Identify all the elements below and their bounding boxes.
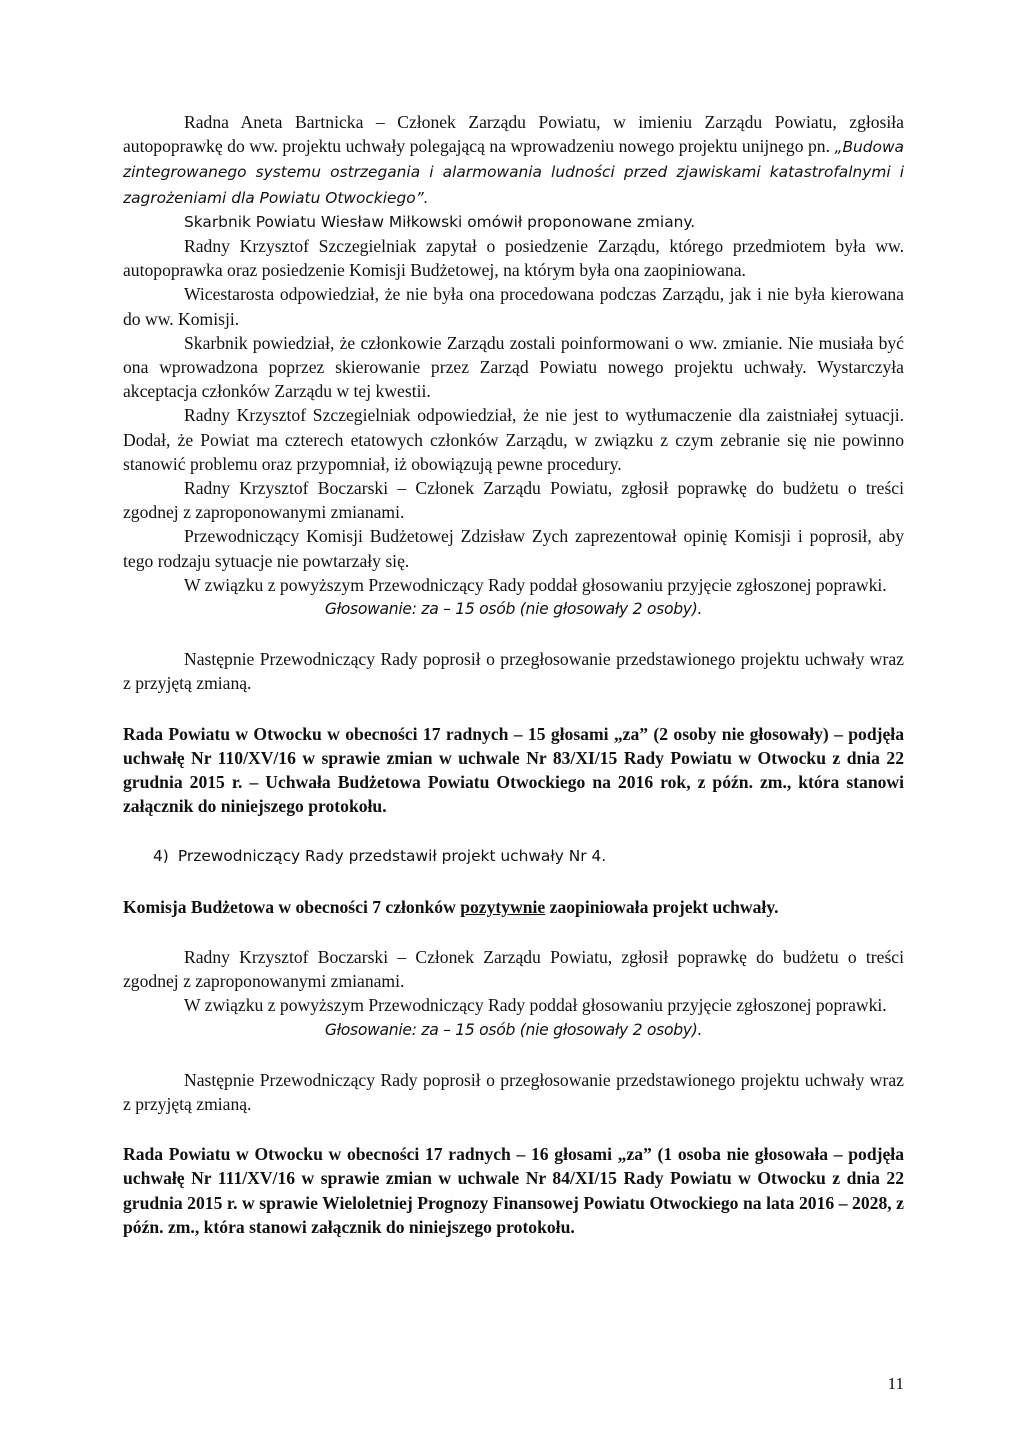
commission-underlined: pozytywnie (460, 896, 546, 917)
spacer (123, 696, 904, 722)
paragraph-question: Radny Krzysztof Szczegielniak zapytał o posiedzenie Zarządu, którego przedmiotem była ww. autopoprawka oraz posiedzenie Komisji Budżetowej, na którym była ona zaopiniowana. (123, 236, 904, 281)
paragraph-boczarski-2: Radny Krzysztof Boczarski – Członek Zarządu Powiatu, zgłosił poprawkę do budżetu o treści zgodnej z zaproponowanymi zmianami. (123, 946, 904, 992)
spacer (123, 919, 904, 945)
paragraph-wicestarosta: Wicestarosta odpowiedział, że nie była ona procedowana podczas Zarządu, jak i nie była kierowana do ww. Komisji. (123, 284, 904, 329)
paragraph-zych: Przewodniczący Komisji Budżetowej Zdzisław Zych zaprezentował opinię Komisji i poprosił, aby tego rodzaju sytuacje nie powtarzały się. (123, 526, 904, 571)
spacer (123, 818, 904, 844)
paragraph-vote-request-2: W związku z powyższym Przewodniczący Rady poddał głosowaniu przyjęcie zgłoszonej poprawki. (184, 995, 887, 1016)
paragraph-resolution-request-2: Następnie Przewodniczący Rady poprosił o przegłosowanie przedstawionego projektu uchwały wraz z przyjętą zmianą. (123, 1069, 904, 1114)
commission-text-b: zaopiniowała projekt uchwały. (545, 896, 779, 917)
paragraph-skarbnik-reply: Skarbnik powiedział, że członkowie Zarządu zostali poinformowani o ww. zmianie. Nie musiała być ona wprowadzona poprzez skierowanie przez Zarząd Powiatu nowego projektu uchwały. Wystarczyła akceptacja członków Zarządu w tej kwestii. (123, 332, 904, 402)
commission-opinion (123, 895, 904, 919)
list-item-4 (123, 844, 904, 868)
spacer (123, 1116, 904, 1142)
paragraph-text: Radna Aneta Bartnicka – Członek Zarządu Powiatu, w imieniu Zarządu Powiatu, zgłosiła autopoprawkę do ww. projektu uchwały polegającą na wprowadzeniu nowego projektu unijnego pn. (123, 112, 904, 157)
list-number: 4) (153, 847, 169, 866)
paragraph-autopoprawka (123, 110, 904, 210)
document-page (123, 110, 904, 1239)
vote-result-2: Głosowanie: za – 15 osób (nie głosowały 2 osoby). (324, 1020, 703, 1039)
commission-text-a: Komisja Budżetowa w obecności 7 członków (123, 896, 461, 917)
project-title: „Budowa zintegrowanego systemu ostrzegania i alarmowania ludności przed zjawiskami katastrofalnymi i zagrożeniami dla Powiatu Otwockiego”. (123, 138, 904, 207)
paragraph-boczarski: Radny Krzysztof Boczarski – Członek Zarządu Powiatu, zgłosił poprawkę do budżetu o treści zgodnej z zaproponowanymi zmianami. (123, 478, 904, 523)
spacer (123, 621, 904, 647)
resolution-111: Rada Powiatu w Otwocku w obecności 17 radnych – 16 głosami „za” (1 osoba nie głosowała – podjęła uchwałę Nr 111/XV/16 w sprawie zmian w uchwale Nr 84/XI/15 Rady Powiatu w Otwocku z dnia 22 grudnia 2015 r. w sprawie Wieloletniej Prognozy Finansowej Powiatu Otwockiego na lata 2016 – 2028, z późn. zm., która stanowi załącznik do niniejszego protokołu. (123, 1144, 904, 1237)
paragraph-szczegielniak-reply: Radny Krzysztof Szczegielniak odpowiedział, że nie jest to wytłumaczenie dla zaistniałej sytuacji. Dodał, że Powiat ma czterech etatowych członków Zarządu, w związku z czym zebranie się nie powinno stanowić problemu oraz przypomniał, iż obowiązują pewne procedury. (123, 405, 904, 474)
page-number: 11 (887, 1374, 904, 1393)
paragraph-skarbnik: Skarbnik Powiatu Wiesław Miłkowski omówił proponowane zmiany. (184, 212, 696, 231)
spacer (123, 1042, 904, 1068)
spacer (123, 869, 904, 895)
resolution-110: Rada Powiatu w Otwocku w obecności 17 radnych – 15 głosami „za” (2 osoby nie głosowały) – podjęła uchwałę Nr 110/XV/16 w sprawie zmian w uchwale Nr 83/XI/15 Rady Powiatu w Otwocku z dnia 22 grudnia 2015 r. – Uchwała Budżetowa Powiatu Otwockiego na 2016 rok, z późn. zm., która stanowi załącznik do niniejszego protokołu. (123, 723, 904, 817)
list-item-text: Przewodniczący Rady przedstawił projekt uchwały Nr 4. (177, 847, 607, 866)
vote-result-1: Głosowanie: za – 15 osób (nie głosowały 2 osoby). (324, 600, 703, 619)
paragraph-resolution-request-1: Następnie Przewodniczący Rady poprosił o przegłosowanie przedstawionego projektu uchwały wraz z przyjętą zmianą. (123, 649, 904, 694)
paragraph-vote-request: W związku z powyższym Przewodniczący Rady poddał głosowaniu przyjęcie zgłoszonej poprawki. (184, 574, 887, 595)
